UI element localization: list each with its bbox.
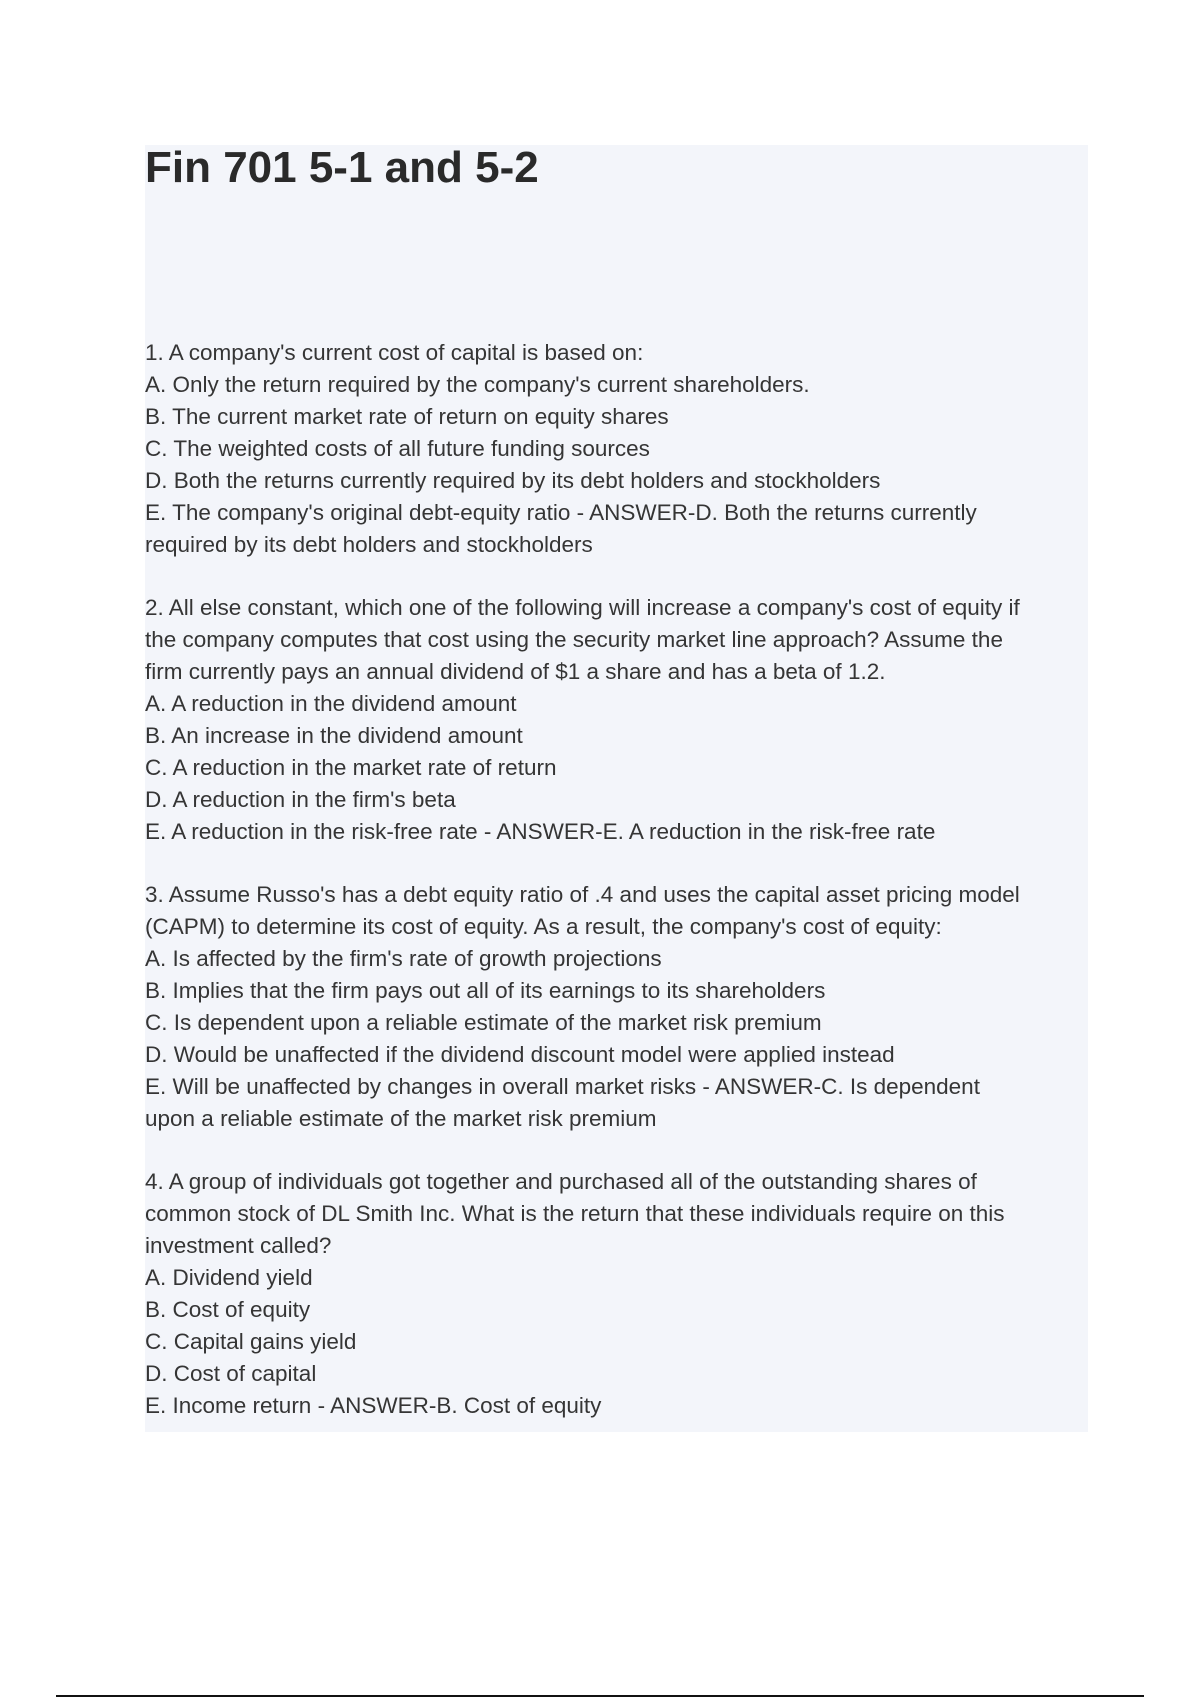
question-line: 3. Assume Russo's has a debt equity ratio of .4 and uses the capital asset pricing model <box>145 882 1020 907</box>
answer-option: D. Would be unaffected if the dividend discount model were applied instead <box>145 1042 895 1067</box>
answer-option: C. Is dependent upon a reliable estimate of the market risk premium <box>145 1010 822 1035</box>
footer-divider <box>56 1695 1144 1697</box>
answer-option: B. The current market rate of return on equity shares <box>145 404 669 429</box>
question-line: 2. All else constant, which one of the following will increase a company's cost of equity if <box>145 595 1020 620</box>
answer-option: A. Only the return required by the company's current shareholders. <box>145 372 810 397</box>
question-line: investment called? <box>145 1233 332 1258</box>
document-title: Fin 701 5-1 and 5-2 <box>145 143 539 192</box>
answer-option: C. The weighted costs of all future funding sources <box>145 436 650 461</box>
answer-option: E. The company's original debt-equity ratio - ANSWER-D. Both the returns currently <box>145 500 977 525</box>
question-line: (CAPM) to determine its cost of equity. As a result, the company's cost of equity: <box>145 914 942 939</box>
answer-text: required by its debt holders and stockholders <box>145 532 593 557</box>
question-list <box>145 337 1095 1453</box>
answer-option: D. A reduction in the firm's beta <box>145 787 456 812</box>
question-line: common stock of DL Smith Inc. What is the return that these individuals require on this <box>145 1201 1005 1226</box>
question-1 <box>145 337 1095 561</box>
answer-text: upon a reliable estimate of the market risk premium <box>145 1106 657 1131</box>
answer-option: A. Dividend yield <box>145 1265 313 1290</box>
question-line: firm currently pays an annual dividend of $1 a share and has a beta of 1.2. <box>145 659 886 684</box>
question-4 <box>145 1166 1095 1422</box>
answer-option: C. Capital gains yield <box>145 1329 357 1354</box>
question-line: the company computes that cost using the security market line approach? Assume the <box>145 627 1003 652</box>
answer-option: A. A reduction in the dividend amount <box>145 691 517 716</box>
question-line: 4. A group of individuals got together and purchased all of the outstanding shares of <box>145 1169 977 1194</box>
answer-option: C. A reduction in the market rate of return <box>145 755 557 780</box>
answer-option: A. Is affected by the firm's rate of growth projections <box>145 946 662 971</box>
answer-option: E. A reduction in the risk-free rate - ANSWER-E. A reduction in the risk-free rate <box>145 819 936 844</box>
question-line: 1. A company's current cost of capital is based on: <box>145 340 644 365</box>
question-2 <box>145 592 1095 848</box>
answer-option: B. An increase in the dividend amount <box>145 723 523 748</box>
answer-option: D. Both the returns currently required by its debt holders and stockholders <box>145 468 881 493</box>
answer-option: B. Implies that the firm pays out all of its earnings to its shareholders <box>145 978 826 1003</box>
answer-option: B. Cost of equity <box>145 1297 311 1322</box>
question-3 <box>145 879 1095 1135</box>
answer-option: D. Cost of capital <box>145 1361 317 1386</box>
answer-option: E. Will be unaffected by changes in overall market risks - ANSWER-C. Is dependent <box>145 1074 980 1099</box>
answer-option: E. Income return - ANSWER-B. Cost of equity <box>145 1393 602 1418</box>
